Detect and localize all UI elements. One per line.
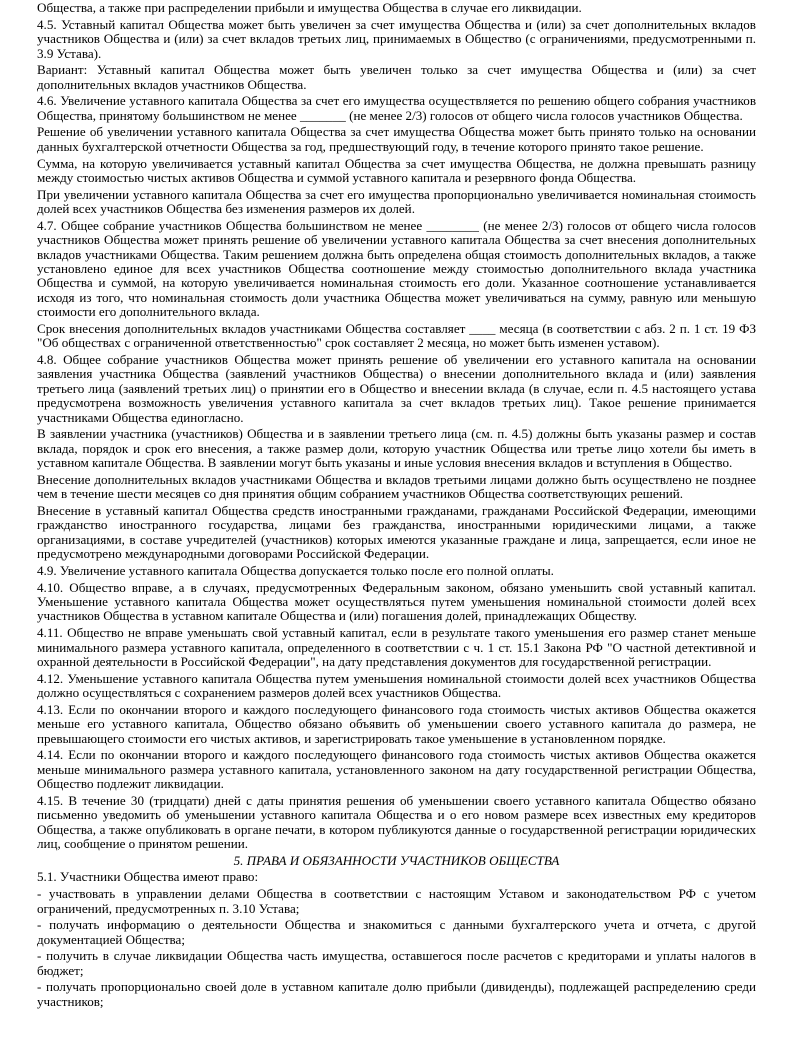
paragraph-4-6: 4.6. Увеличение уставного капитала Общества за счет его имущества осуществляется по решению общего собрания участников Общества, принятому большинством не менее _______ (не менее 2/3) голосов от общего числа голосов участников Общества. — [37, 93, 756, 123]
paragraph-4-14: 4.14. Если по окончании второго и каждого последующего финансового года стоимость чистых активов Общества окажется меньше минимального размера уставного капитала, установленного законом на дату государственной регистрации Общества, Общество подлежит ликвидации. — [37, 747, 756, 792]
paragraph-4-8-foreign: Внесение в уставный капитал Общества средств иностранными гражданами, гражданами Российской Федерации, имеющими гражданство иностранного государства, лицами без гражданства, иностранными юридическими лицами, а также организациями, в составе учредителей (участников) которых имеются указанные граждане и лица, запрещается, если иное не предусмотрено международными договорами Российской Федерации. — [37, 502, 756, 562]
paragraph-4-12: 4.12. Уменьшение уставного капитала Общества путем уменьшения номинальной стоимости долей всех участников Общества должно осуществляться с сохранением размеров долей всех участников Общества. — [37, 670, 756, 701]
paragraph-4-11: 4.11. Общество не вправе уменьшать свой уставный капитал, если в результате такого уменьшения его размер станет меньше минимального размера уставного капитала, определенного в соответствии с ч. 1 ст. 15.1 Закона РФ "О частной детективной и охранной деятельности в Российской Федерации", на дату представления документов для государственной регистрации. — [37, 625, 756, 669]
list-item: - получать пропорционально своей доле в уставном капитале долю прибыли (дивиденды), подлежащей распределению среди участников; — [37, 979, 756, 1009]
paragraph-4-8: 4.8. Общее собрание участников Общества может принять решение об увеличении его уставного капитала на основании заявления участника Общества (заявлений участников Общества) о внесении дополнительного вклада и (или) заявления третьего лица (заявлений третьих лиц) о принятии его в Общество и внесении вклада (в случае, если п. 4.5 настоящего устава предусмотрена возможность увеличения уставного капитала за счет вкладов третьих лиц). Такое решение принимается участниками Общества единогласно. — [37, 352, 756, 425]
paragraph-4-6-proportional: При увеличении уставного капитала Общества за счет его имущества пропорционально увеличивается номинальная стоимость долей всех участников Общества без изменения размеров их долей. — [37, 186, 756, 217]
paragraph-4-9: 4.9. Увеличение уставного капитала Общества допускается только после его полной оплаты. — [37, 562, 554, 578]
section-heading: 5. ПРАВА И ОБЯЗАННОСТИ УЧАСТНИКОВ ОБЩЕСТВА — [233, 852, 560, 868]
paragraph-4-5: 4.5. Уставный капитал Общества может быть увеличен за счет имущества Общества и (или) за счет дополнительных вкладов участников Общества и (или) за счет вкладов третьих лиц, принимаемых в Общество (с ограничениями, предусмотренными п. 3.9 Устава). — [37, 16, 756, 61]
paragraph-4-15: 4.15. В течение 30 (тридцати) дней с даты принятия решения об уменьшении своего уставного капитала Общество обязано письменно уведомить об уменьшении уставного капитала Общества и о его новом размере всех известных ему кредиторов Общества, а также опубликовать в органе печати, в котором публикуются данные о государственной регистрации юридических лиц, сообщение о принятом решении. — [37, 792, 756, 851]
paragraph-4-8-contributions: Внесение дополнительных вкладов участниками Общества и вкладов третьими лицами должно быть осуществлено не позднее чем в течение шести месяцев со дня принятия общим собранием участников Общества соответствующих решений. — [37, 471, 756, 502]
paragraph-4-7: 4.7. Общее собрание участников Общества большинством не менее ________ (не менее 2/3) голосов от общего числа голосов участников Общества может принять решение об увеличении уставного капитала Общества за счет внесения дополнительных вкладов участниками Общества. Таким решением должна быть определена общая стоимость дополнительных вкладов, а также установлено единое для всех участников Общества соотношение между стоимостью дополнительного вклада участника Общества и суммой, на которую увеличивается номинальная стоимость его доли. Указанное соотношение устанавливается исходя из того, что номинальная стоимость доли участника Общества может увеличиваться на сумму, равную или меньшую стоимости его дополнительного вклада. — [37, 217, 756, 320]
paragraph-4-6-decision: Решение об увеличении уставного капитала Общества за счет имущества Общества может быть принято только на основании данных бухгалтерской отчетности Общества за год, предшествующий году, в течение которого принято такое решение. — [37, 124, 756, 154]
paragraph-4-10: 4.10. Общество вправе, а в случаях, предусмотренных Федеральным законом, обязано уменьшить свой уставный капитал. Уменьшение уставного капитала Общества может осуществляться путем уменьшения номинальной стоимости долей всех участников Общества в уставном капитале Общества и (или) погашения долей, принадлежащих Обществу. — [37, 579, 756, 624]
paragraph-4-13: 4.13. Если по окончании второго и каждого последующего финансового года стоимость чистых активов Общества окажется меньше его уставного капитала, Общество обязано объявить об уменьшении своего уставного капитала до размера, не превышающего стоимости его чистых активов, и зарегистрировать такое уменьшение в установленном порядке. — [37, 701, 756, 746]
paragraph-4-5-variant: Вариант: Уставный капитал Общества может быть увеличен только за счет имущества Общества и (или) за счет дополнительных вкладов участников Общества. — [37, 62, 756, 92]
paragraph-5-1: 5.1. Участники Общества имеют право: — [37, 869, 259, 885]
paragraph-continuation: Общества, а также при распределении прибыли и имущества Общества в случае его ликвидации. — [37, 0, 582, 15]
list-item: - участвовать в управлении делами Общества в соответствии с настоящим Уставом и законодательством РФ с учетом ограничений, предусмотренных п. 3.10 Устава; — [37, 886, 756, 916]
paragraph-4-6-sum: Сумма, на которую увеличивается уставный капитал Общества за счет имущества Общества, не должна превышать разницу между стоимостью чистых активов Общества и суммой уставного капитала и резервного фонда Общества. — [37, 155, 756, 185]
paragraph-4-7-term: Срок внесения дополнительных вкладов участниками Общества составляет ____ месяца (в соответствии с абз. 2 п. 1 ст. 19 ФЗ "Об обществах с ограниченной ответственностью" срок составляет 2 месяца, но может быть изменен уставом). — [37, 320, 756, 351]
paragraph-4-8-application: В заявлении участника (участников) Общества и в заявлении третьего лица (см. п. 4.5) должны быть указаны размер и состав вклада, порядок и срок его внесения, а также размер доли, которую участник Общества или третье лицо хотели бы иметь в уставном капитале Общества. В заявлении могут быть указаны и иные условия внесения вкладов и вступления в Общество. — [37, 426, 756, 471]
list-item: - получить в случае ликвидации Общества часть имущества, оставшегося после расчетов с кредиторами и уплаты налогов в бюджет; — [37, 948, 756, 978]
list-item: - получать информацию о деятельности Общества и знакомиться с данными бухгалтерского учета и отчета, с другой документацией Общества; — [37, 917, 756, 947]
